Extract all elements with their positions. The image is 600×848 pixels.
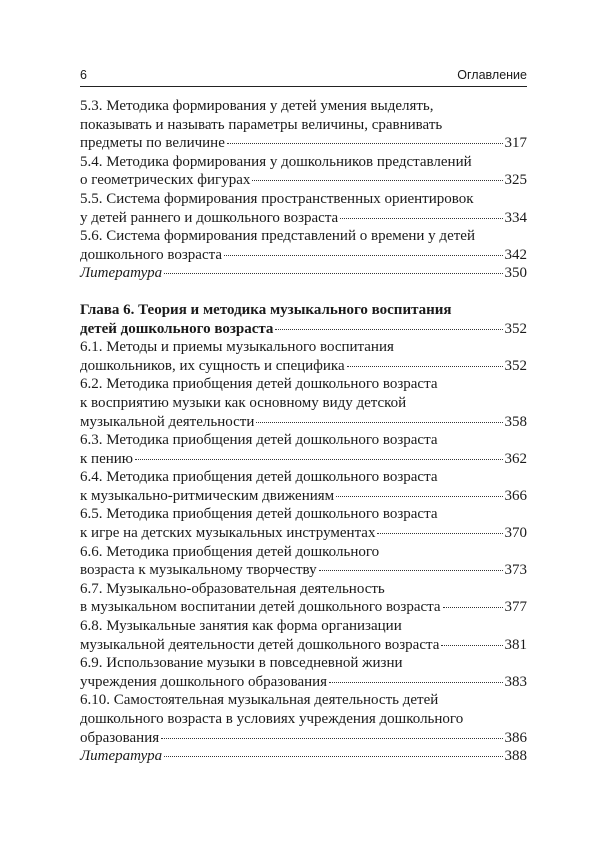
- dot-leader: [377, 533, 502, 534]
- toc-entry-text-line: в музыкальном воспитании детей дошкольного возраста: [80, 599, 441, 616]
- toc-entry-text-line: 6.8. Музыкальные занятия как форма организации: [80, 618, 402, 635]
- toc-page-number: 334: [504, 209, 527, 226]
- toc-entry-text-line: 6.4. Методика приобщения детей дошкольного возраста: [80, 469, 438, 486]
- dot-leader: [340, 218, 502, 219]
- toc-entry-text-line: 5.5. Система формирования пространственных ориентировок: [80, 190, 474, 207]
- toc-entry-literature[interactable]: [80, 264, 527, 283]
- toc-entry-text-line: о геометрических фигурах: [80, 172, 251, 189]
- toc-entry-literature[interactable]: [80, 747, 527, 766]
- toc-entry-text-line: дошкольного возраста в условиях учреждения дошкольного: [80, 711, 464, 727]
- dot-leader: [164, 756, 502, 757]
- toc-entry-text-line: возраста к музыкальному творчеству: [80, 562, 317, 579]
- toc-entry-5-6[interactable]: [80, 227, 527, 264]
- dot-leader: [161, 738, 502, 739]
- toc-page-number: 386: [504, 729, 527, 746]
- dot-leader: [275, 329, 502, 330]
- toc-entry-text-line: 6.3. Методика приобщения детей дошкольного возраста: [80, 432, 438, 449]
- toc-entry-6-1[interactable]: [80, 338, 527, 375]
- toc-entry-text-line: музыкальной деятельности: [80, 413, 255, 430]
- dot-leader: [252, 180, 502, 181]
- dot-leader: [256, 422, 502, 423]
- toc-page-number: 342: [504, 246, 527, 263]
- dot-leader: [347, 366, 503, 367]
- toc-entry-5-3[interactable]: [80, 97, 527, 153]
- toc-entry-text-line: 6.7. Музыкально-образовательная деятельность: [80, 580, 385, 597]
- dot-leader: [441, 645, 502, 646]
- toc-entry-text-line: к пению: [80, 450, 133, 467]
- toc-entry-text-line: 6.1. Методы и приемы музыкального воспитания: [80, 339, 394, 356]
- toc-entry-text-line: Литература: [80, 265, 163, 282]
- chapter-gap: [80, 283, 527, 301]
- toc-entry-text-line: образования: [80, 729, 160, 746]
- toc-entry-6-2[interactable]: [80, 375, 527, 431]
- toc-entry-6-6[interactable]: [80, 543, 527, 580]
- toc-entry-5-5[interactable]: [80, 190, 527, 227]
- toc-entry-6-3[interactable]: [80, 431, 527, 468]
- toc-entry-6-4[interactable]: [80, 468, 527, 505]
- toc-chapter-6[interactable]: [80, 301, 527, 338]
- toc-page-number: 388: [504, 748, 527, 765]
- dot-leader: [164, 273, 502, 274]
- toc-entry-text-line: 6.2. Методика приобщения детей дошкольного возраста: [80, 376, 438, 393]
- dot-leader: [443, 607, 503, 608]
- toc-entry-text-line: детей дошкольного возраста: [80, 320, 274, 337]
- dot-leader: [329, 682, 502, 683]
- toc-page-number: 370: [504, 525, 527, 542]
- toc-page-number: 362: [504, 450, 527, 467]
- toc-entry-text-line: 6.10. Самостоятельная музыкальная деятельность детей: [80, 692, 439, 709]
- toc-entry-text-line: 5.6. Система формирования представлений о времени у детей: [80, 228, 475, 245]
- toc-entry-text-line: предметы по величине: [80, 135, 225, 152]
- toc-entry-text-line: у детей раннего и дошкольного возраста: [80, 209, 339, 226]
- toc-entry-text-line: показывать и называть параметры величины, сравнивать: [80, 116, 443, 133]
- toc-entry-6-8[interactable]: [80, 617, 527, 654]
- toc-entry-text-line: музыкальной деятельности детей дошкольного возраста: [80, 636, 440, 653]
- toc-page-number: 381: [504, 636, 527, 653]
- toc-page-number: 325: [504, 172, 527, 189]
- table-of-contents: [80, 97, 527, 766]
- toc-entry-text-line: 6.5. Методика приобщения детей дошкольного возраста: [80, 506, 438, 523]
- toc-entry-text-line: к игре на детских музыкальных инструментах: [80, 525, 376, 542]
- toc-entry-6-9[interactable]: [80, 654, 527, 691]
- toc-page-number: 358: [504, 413, 527, 430]
- toc-entry-text-line: 6.6. Методика приобщения детей дошкольного: [80, 543, 380, 560]
- toc-entry-text-line: учреждения дошкольного образования: [80, 673, 328, 690]
- toc-page-number: 377: [504, 599, 527, 616]
- dot-leader: [224, 255, 502, 256]
- dot-leader: [227, 143, 503, 144]
- toc-entry-5-4[interactable]: [80, 153, 527, 190]
- toc-entry-text-line: 5.4. Методика формирования у дошкольников представлений: [80, 153, 472, 170]
- toc-entry-text-line: Глава 6. Теория и методика музыкального воспитания: [80, 301, 452, 318]
- toc-entry-text-line: дошкольного возраста: [80, 246, 223, 263]
- section-title: Оглавление: [457, 68, 527, 82]
- toc-page-number: 352: [504, 320, 527, 337]
- toc-page-number: 383: [504, 673, 527, 690]
- dot-leader: [336, 496, 502, 497]
- toc-page-number: 350: [504, 265, 527, 282]
- running-header: [80, 64, 527, 87]
- page-number: 6: [80, 68, 87, 82]
- toc-entry-text-line: к восприятию музыки как основному виду детской: [80, 394, 407, 411]
- toc-entry-text-line: 5.3. Методика формирования у детей умения выделять,: [80, 98, 434, 114]
- toc-entry-6-7[interactable]: [80, 580, 527, 617]
- toc-page-number: 352: [504, 357, 527, 374]
- toc-entry-text-line: к музыкально-ритмическим движениям: [80, 487, 335, 504]
- toc-page-number: 317: [504, 135, 527, 152]
- toc-entry-text-line: 6.9. Использование музыки в повседневной жизни: [80, 655, 403, 672]
- dot-leader: [135, 459, 503, 460]
- toc-entry-text-line: Литература: [80, 748, 163, 765]
- toc-page-number: 366: [504, 487, 527, 504]
- toc-entry-text-line: дошкольников, их сущность и специфика: [80, 357, 345, 374]
- dot-leader: [319, 570, 503, 571]
- toc-entry-6-5[interactable]: [80, 505, 527, 542]
- toc-page-number: 373: [504, 562, 527, 579]
- toc-entry-6-10[interactable]: [80, 691, 527, 747]
